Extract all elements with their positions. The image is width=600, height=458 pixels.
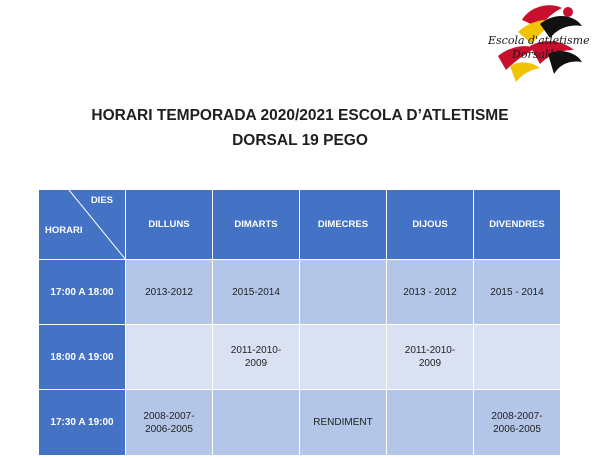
- cell-text: 2015-2014: [232, 286, 280, 298]
- schedule-cell: [474, 260, 561, 325]
- cell-text: 2013 - 2012: [403, 286, 457, 298]
- cell-text: 2015 - 2014: [490, 286, 544, 298]
- schedule-cell: [126, 325, 213, 390]
- day-header-dimecres: DIMECRES: [300, 190, 387, 260]
- cell-text: 2009: [418, 358, 442, 369]
- day-header-dilluns: DILLUNS: [126, 190, 213, 260]
- schedule-table: [38, 189, 561, 456]
- schedule-cell: [387, 325, 474, 390]
- page-title-line2: DORSAL 19 PEGO: [232, 132, 368, 149]
- time-slot: 17:00 A 18:00: [39, 260, 126, 325]
- cell-text: 2006-2005: [493, 423, 541, 435]
- time-slot: 18:00 A 19:00: [39, 325, 126, 390]
- day-header-divendres: DIVENDRES: [474, 190, 561, 260]
- day-header-dimarts: DIMARTS: [213, 190, 300, 260]
- day-header-dijous: DIJOUS: [387, 190, 474, 260]
- cell-text: 2011-2010-: [230, 345, 282, 356]
- cell-text: 2006-2005: [145, 423, 193, 435]
- schedule-cell: [300, 390, 387, 456]
- club-logo-icon: [470, 2, 598, 88]
- time-slot: 17:30 A 19:00: [39, 390, 126, 456]
- logo-text-line2: Dorsal19: [512, 48, 563, 61]
- schedule-cell: [300, 260, 387, 325]
- cell-text: 2013-2012: [145, 286, 193, 298]
- schedule-cell: [474, 325, 561, 390]
- table-row: [39, 390, 561, 456]
- cell-text: 2008-2007-: [491, 410, 543, 422]
- logo-text-line1: Escola d'atletisme: [488, 34, 590, 47]
- table-row: [39, 325, 561, 390]
- table-row: [39, 260, 561, 325]
- schedule-cell: [126, 260, 213, 325]
- schedule-cell: [387, 390, 474, 456]
- schedule-cell: [300, 325, 387, 390]
- schedule-cell: [213, 325, 300, 390]
- schedule-cell: [474, 390, 561, 456]
- page-title: [0, 103, 600, 153]
- schedule-cell: [387, 260, 474, 325]
- club-logo: [470, 2, 598, 88]
- cell-text: 2009: [244, 358, 268, 369]
- schedule-cell: [126, 390, 213, 456]
- corner-label-dies: DIES: [90, 195, 113, 206]
- cell-text: 2008-2007-: [143, 410, 195, 422]
- page-title-line1: HORARI TEMPORADA 2020/2021 ESCOLA D’ATLETISME: [91, 107, 509, 124]
- cell-text: RENDIMENT: [313, 417, 373, 428]
- schedule-cell: [213, 390, 300, 456]
- corner-cell: [39, 190, 126, 260]
- corner-label-horari: HORARI: [45, 225, 83, 236]
- schedule-cell: [213, 260, 300, 325]
- header-row: [39, 190, 561, 260]
- cell-text: 2011-2010-: [404, 345, 456, 356]
